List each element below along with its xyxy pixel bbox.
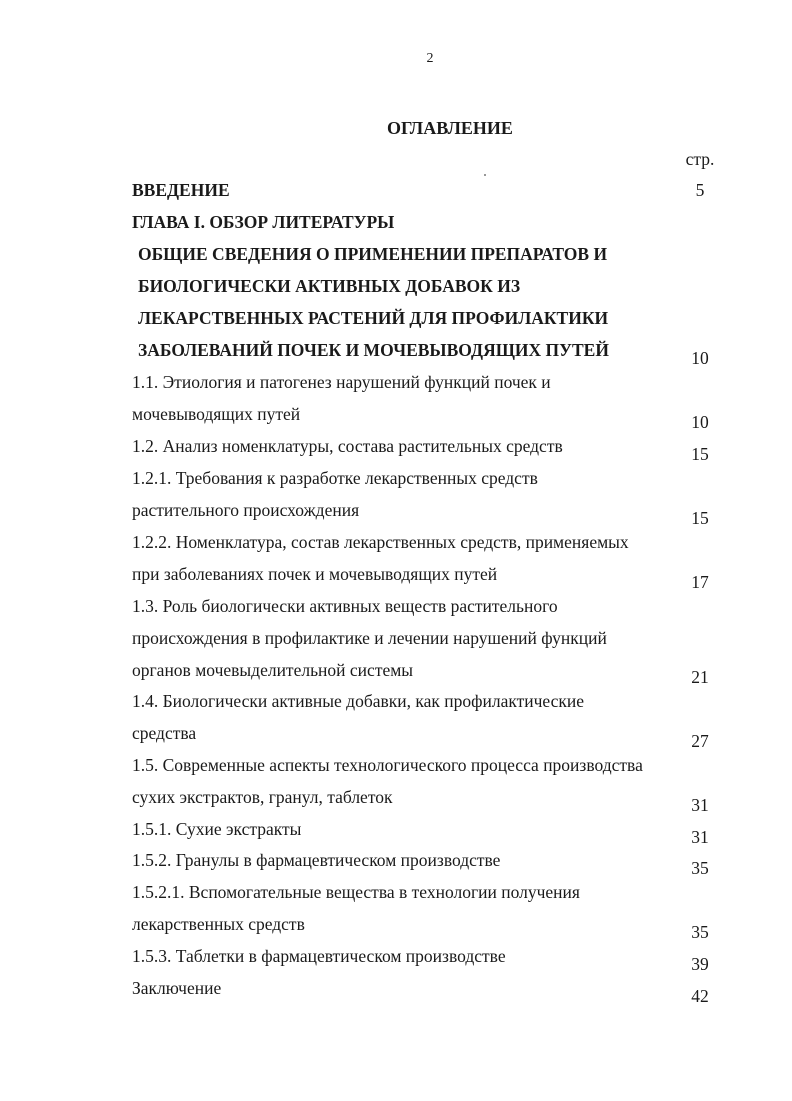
toc-entry-line: ГЛАВА I. ОБЗОР ЛИТЕРАТУРЫ: [132, 212, 395, 232]
toc-entry-line: 1.5.3. Таблетки в фармацевтическом производстве: [132, 946, 506, 966]
toc-entry-line: сухих экстрактов, гранул, таблеток: [132, 787, 393, 807]
toc-entry-line: 1.5.1. Сухие экстракты: [132, 819, 302, 839]
toc-entry-page: 39: [691, 954, 709, 974]
toc-entry-line: происхождения в профилактике и лечении нарушений функций: [132, 628, 607, 648]
toc-entry-line: 1.4. Биологически активные добавки, как профилактические: [132, 691, 585, 711]
toc-entry-line: ОБЩИЕ СВЕДЕНИЯ О ПРИМЕНЕНИИ ПРЕПАРАТОВ И: [138, 244, 608, 264]
toc-entry-page: 27: [691, 731, 709, 751]
toc-entry-line: ЛЕКАРСТВЕННЫХ РАСТЕНИЙ ДЛЯ ПРОФИЛАКТИКИ: [138, 308, 609, 328]
toc-entry-page: 17: [691, 572, 709, 592]
toc-entry-page: 5: [695, 180, 705, 200]
toc-entry-page: 21: [691, 667, 709, 687]
toc-entry-page: 35: [691, 858, 709, 878]
scan-speck: [484, 174, 486, 176]
toc-entry-line: ЗАБОЛЕВАНИЙ ПОЧЕК И МОЧЕВЫВОДЯЩИХ ПУТЕЙ: [138, 340, 609, 360]
toc-entry-line: 1.2.1. Требования к разработке лекарственных средств: [132, 468, 538, 488]
toc-entry-page: 10: [691, 412, 709, 432]
toc-entry-line: средства: [132, 723, 197, 743]
toc-entry-line: мочевыводящих путей: [132, 404, 301, 424]
toc-entry-page: 35: [691, 922, 709, 942]
toc-entry-line: БИОЛОГИЧЕСКИ АКТИВНЫХ ДОБАВОК ИЗ: [138, 276, 521, 296]
toc-entry-page: 15: [691, 444, 709, 464]
toc-entry-line: 1.3. Роль биологически активных веществ растительного: [132, 596, 558, 616]
toc-entry-line: органов мочевыделительной системы: [132, 660, 414, 680]
toc-entry-line: 1.5.2. Гранулы в фармацевтическом производстве: [132, 850, 501, 870]
toc-entry-page: 31: [691, 795, 709, 815]
toc-entry-line: 1.1. Этиология и патогенез нарушений функций почек и: [132, 372, 551, 392]
toc-entry-line: растительного происхождения: [132, 500, 360, 520]
toc-entry-line: 1.5. Современные аспекты технологического процесса производства: [132, 755, 643, 775]
toc-entry-line: 1.5.2.1. Вспомогательные вещества в технологии получения: [132, 882, 580, 902]
toc-entry-line: 1.2. Анализ номенклатуры, состава растительных средств: [132, 436, 563, 456]
page-column-label: стр.: [685, 149, 715, 169]
toc-entry-page: 10: [691, 348, 709, 368]
toc-entry-line: при заболеваниях почек и мочевыводящих путей: [132, 564, 498, 584]
page-title: ОГЛАВЛЕНИЕ: [387, 118, 513, 138]
page-number: 2: [426, 51, 434, 66]
toc-entry-line: ВВЕДЕНИЕ: [132, 180, 230, 200]
toc-entry-line: 1.2.2. Номенклатура, состав лекарственных средств, применяемых: [132, 532, 629, 552]
toc-entry-line: Заключение: [132, 978, 222, 998]
toc-entry-page: 42: [691, 986, 709, 1006]
toc-entry-page: 31: [691, 827, 709, 847]
toc-entry-line: лекарственных средств: [132, 914, 305, 934]
toc-entry-page: 15: [691, 508, 709, 528]
